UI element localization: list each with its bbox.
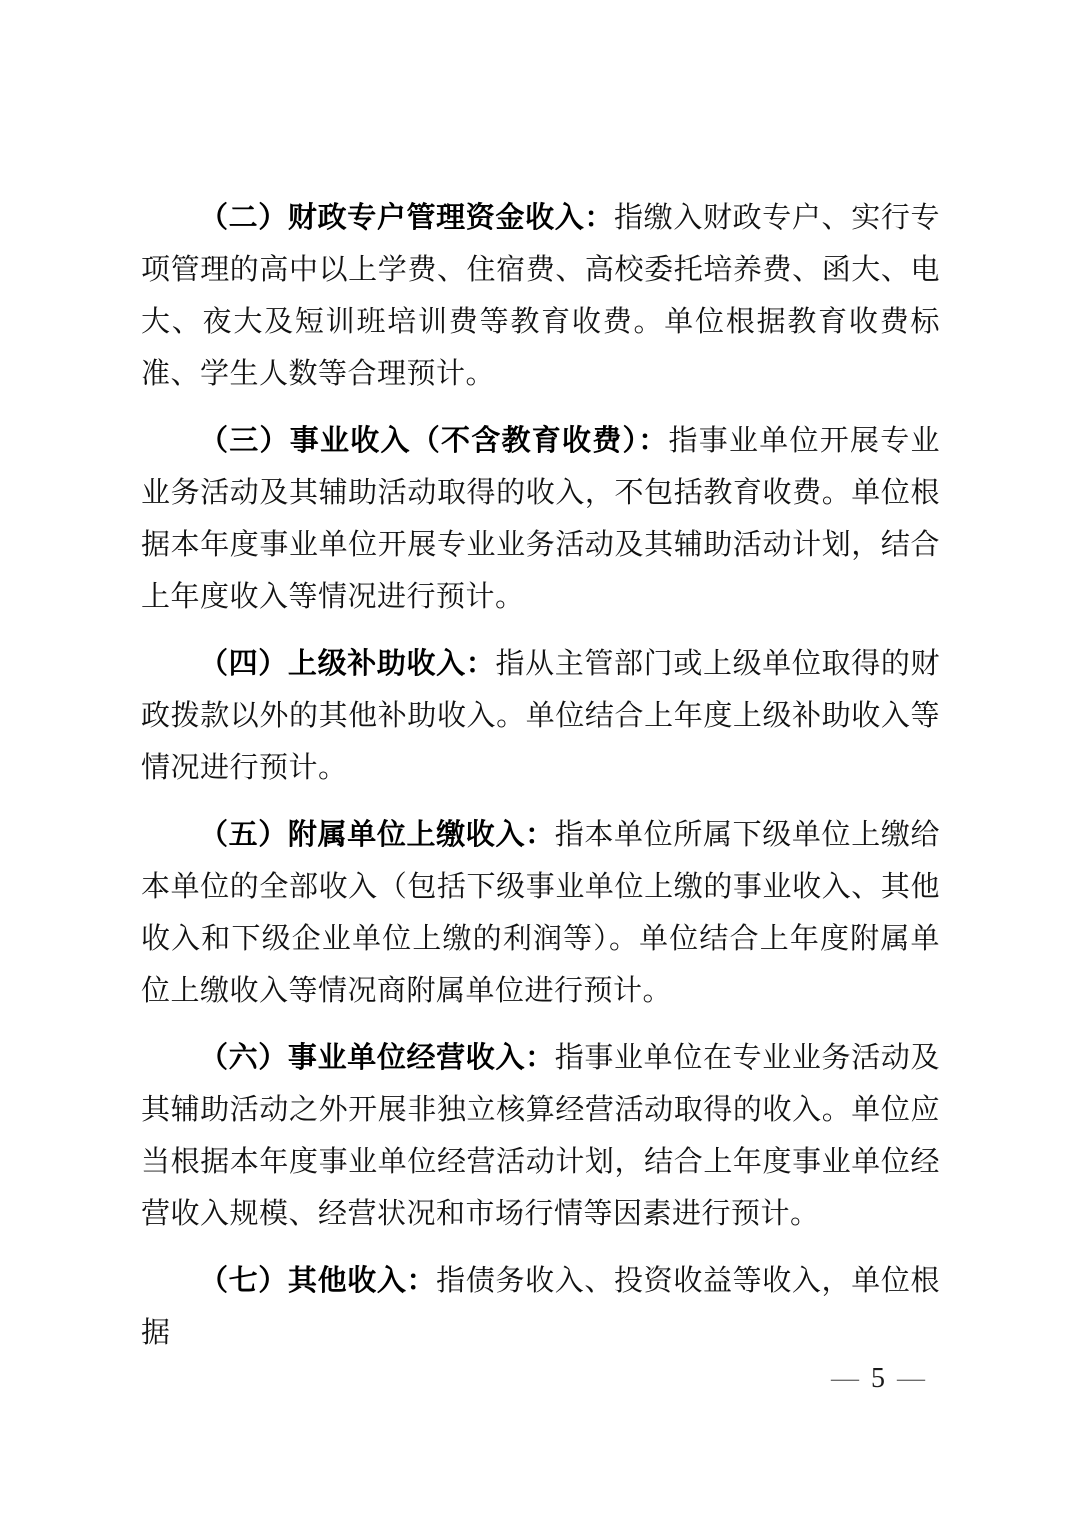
paragraph-heading: （二）财政专户管理资金收入： [199,202,615,234]
document-body [141,192,940,1359]
paragraph [141,809,940,1017]
paragraph-heading: （五）附属单位上缴收入： [199,819,555,851]
paragraph-text: 指缴入财政专户、实行专项管理的高中以上学费、住宿费、高校委托培养费、函大、电大、夜大及短训班培训费等教育收费。单位根据教育收费标准、学生人数等合理预计。 [141,202,940,390]
paragraph-heading: （三）事业收入（不含教育收费）： [199,425,669,457]
paragraph-text: 指从主管部门或上级单位取得的财政拨款以外的其他补助收入。单位结合上年度上级补助收入等情况进行预计。 [141,648,940,784]
paragraph-text: 指事业单位开展专业业务活动及其辅助活动取得的收入，不包括教育收费。单位根据本年度事业单位开展专业业务活动及其辅助活动计划，结合上年度收入等情况进行预计。 [141,425,940,613]
paragraph [141,415,940,623]
page-footer [821,1363,937,1395]
paragraph-heading: （四）上级补助收入： [199,648,496,680]
paragraph-heading: （七）其他收入： [199,1265,437,1297]
paragraph [141,192,940,400]
page-number: 5 [871,1363,887,1394]
paragraph-heading: （六）事业单位经营收入： [199,1042,555,1074]
paragraph [141,638,940,794]
paragraph [141,1032,940,1240]
page-number-dash-left: — [831,1363,861,1394]
paragraph-text: 指债务收入、投资收益等收入，单位根据 [141,1265,940,1349]
paragraph [141,1255,940,1359]
page-number-dash-right: — [897,1363,927,1394]
paragraph-text: 指本单位所属下级单位上缴给本单位的全部收入（包括下级事业单位上缴的事业收入、其他收入和下级企业单位上缴的利润等）。单位结合上年度附属单位上缴收入等情况商附属单位进行预计。 [141,819,940,1007]
paragraph-text: 指事业单位在专业业务活动及其辅助活动之外开展非独立核算经营活动取得的收入。单位应当根据本年度事业单位经营活动计划，结合上年度事业单位经营收入规模、经营状况和市场行情等因素进行预计。 [141,1042,940,1230]
